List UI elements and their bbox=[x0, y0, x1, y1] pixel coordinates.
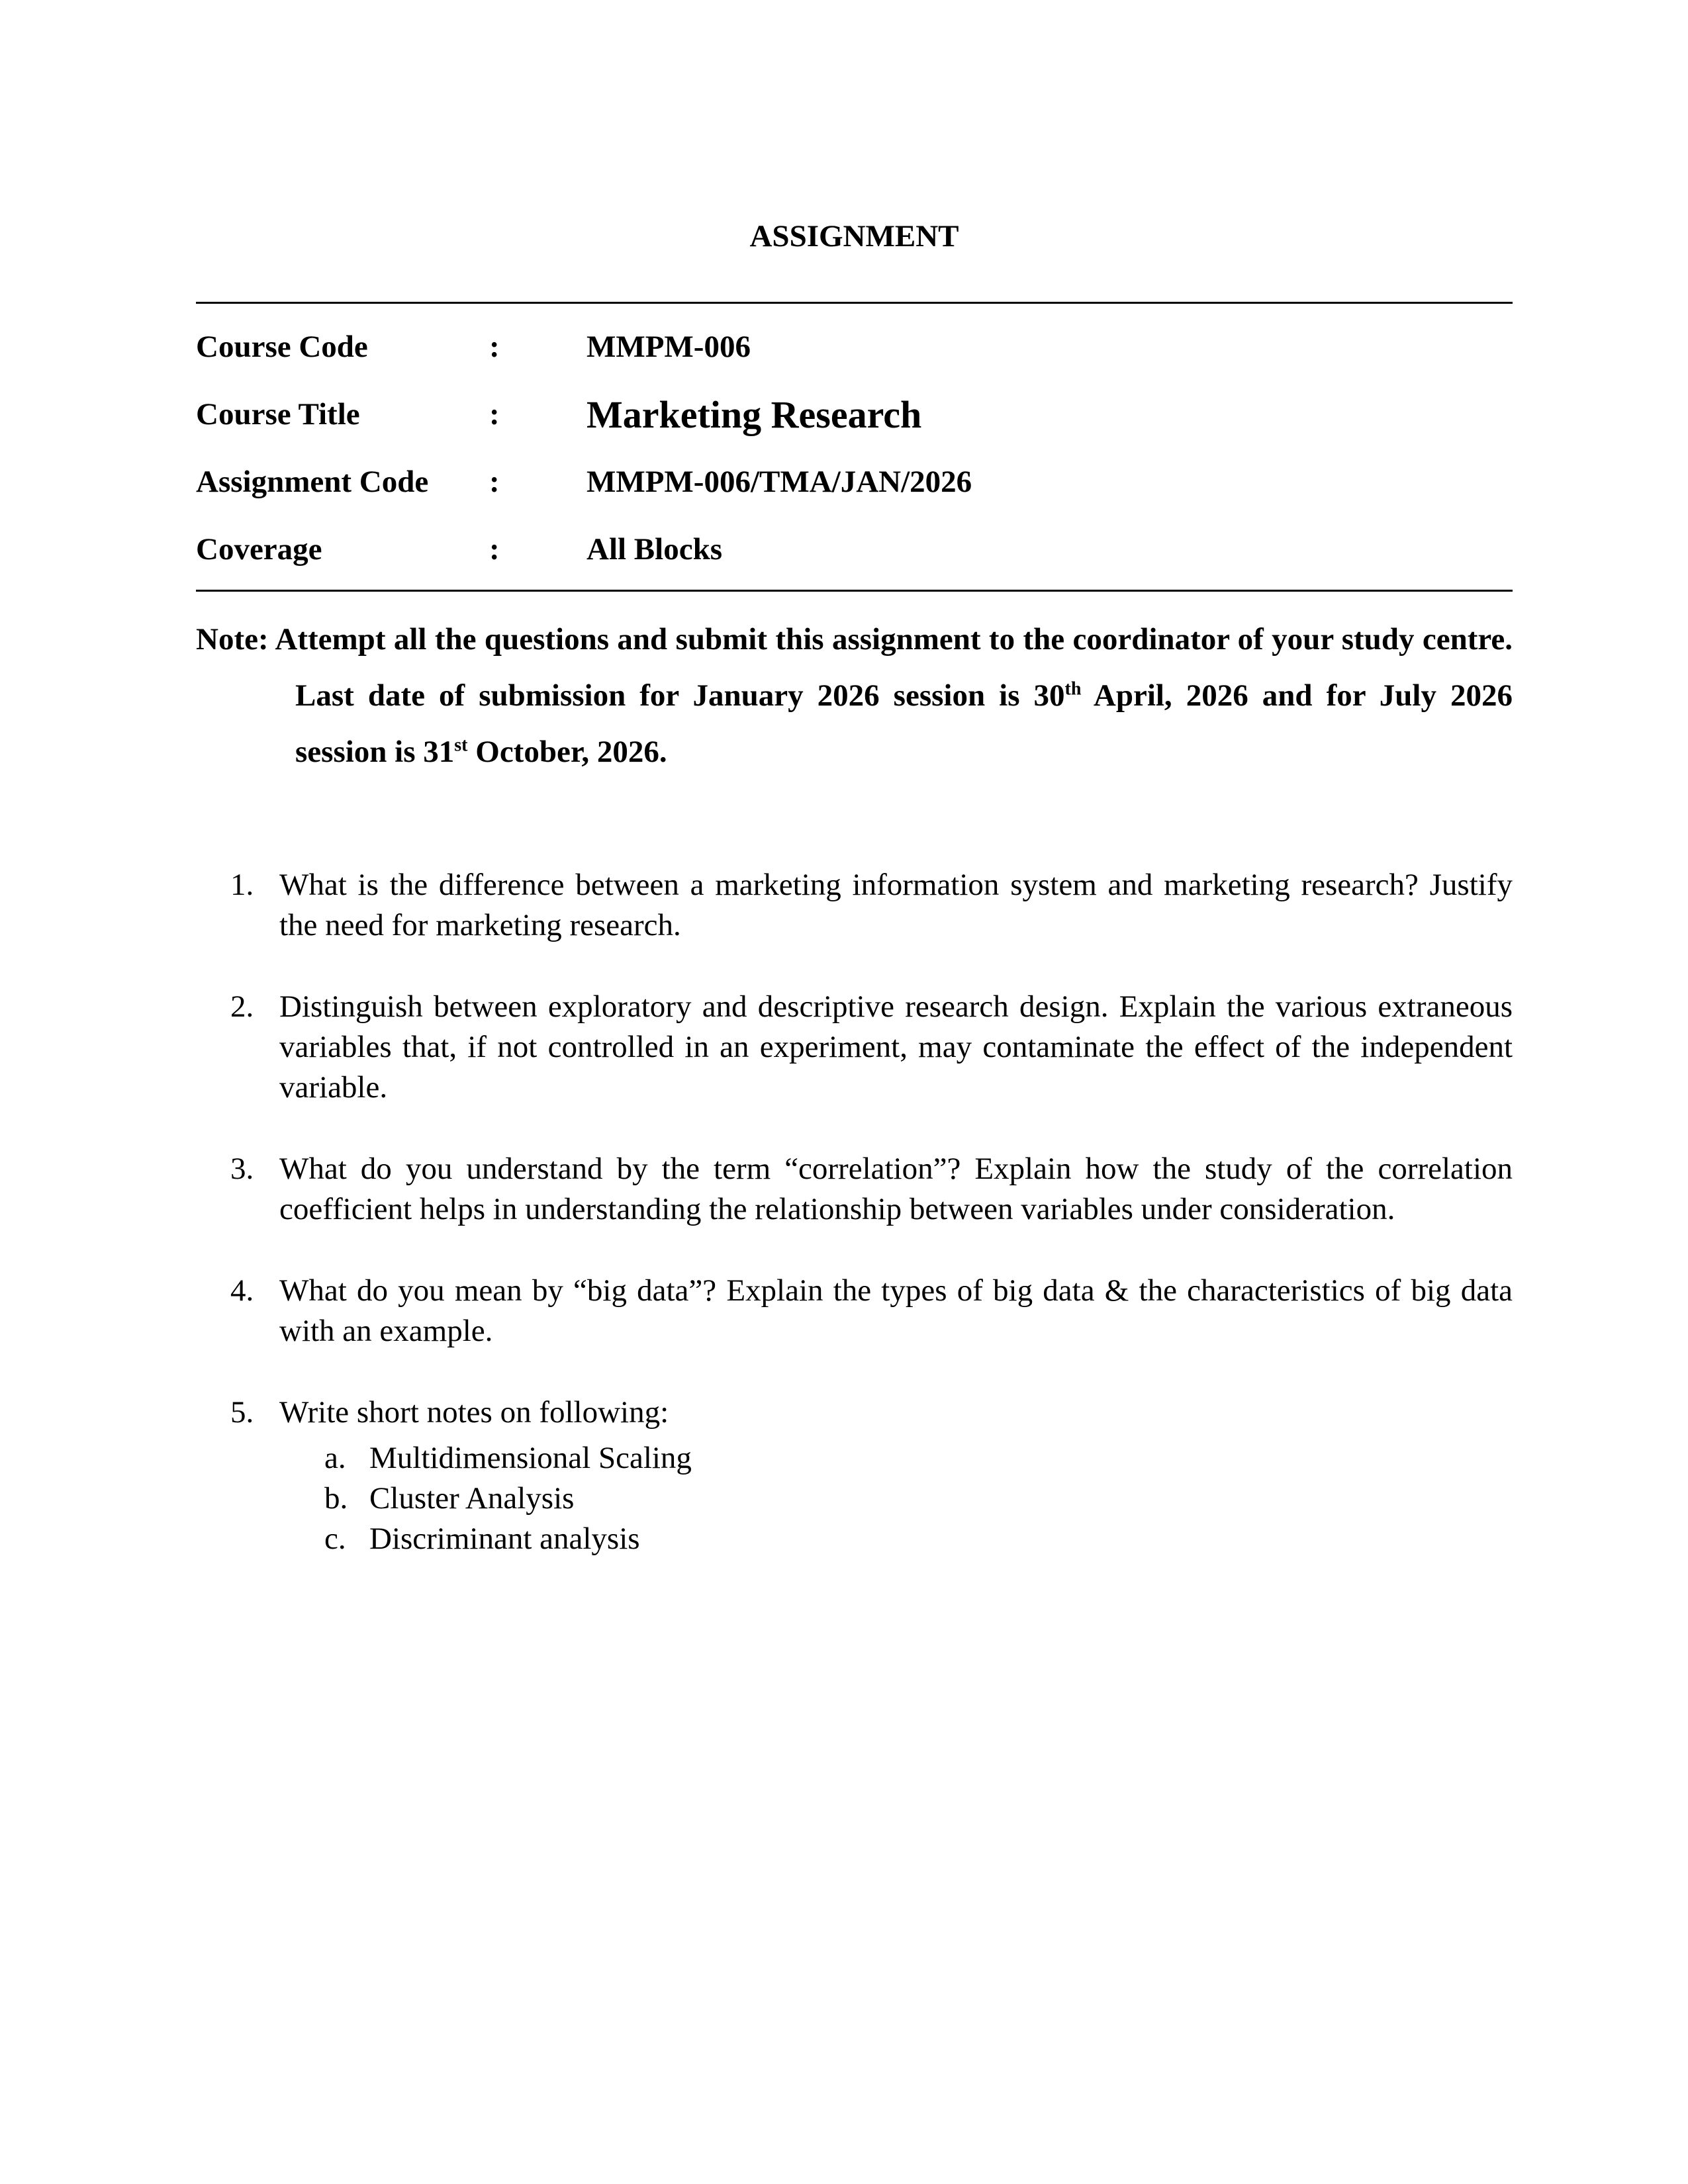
assignment-code-value: MMPM-006/TMA/JAN/2026 bbox=[586, 465, 972, 499]
subitem-c bbox=[324, 1519, 1513, 1559]
header-row-course-code bbox=[196, 313, 1513, 381]
course-title-value: Marketing Research bbox=[586, 392, 922, 436]
question-number: 3. bbox=[230, 1152, 254, 1186]
coverage-label: Coverage bbox=[196, 532, 322, 567]
colon-separator: : bbox=[489, 397, 500, 432]
question-text: What do you understand by the term “correlation”? Explain how the study of the correlation coefficient helps in understanding the relationship between variables under consideration. bbox=[279, 1152, 1513, 1226]
question-5-sublist bbox=[279, 1438, 1513, 1559]
colon-separator: : bbox=[489, 330, 500, 364]
header-row-course-title bbox=[196, 381, 1513, 448]
question-item-4 bbox=[230, 1271, 1513, 1351]
question-text: Write short notes on following: bbox=[279, 1395, 669, 1430]
subitem-b bbox=[324, 1479, 1513, 1519]
subitem-marker: b. bbox=[324, 1481, 348, 1516]
colon-separator: : bbox=[489, 532, 500, 567]
question-text: Distinguish between exploratory and descriptive research design. Explain the various extraneous variables that, if not controlled in an experiment, may contaminate the effect of the independent variable. bbox=[279, 989, 1513, 1105]
question-number: 4. bbox=[230, 1273, 254, 1308]
note-label: Note: bbox=[196, 622, 269, 657]
question-number: 5. bbox=[230, 1395, 254, 1430]
question-item-3 bbox=[230, 1149, 1513, 1230]
note-text-part2: April, 2026 and for July 2026 session is 31 bbox=[295, 678, 1513, 769]
question-item-1 bbox=[230, 865, 1513, 946]
note-superscript-th: th bbox=[1064, 678, 1082, 700]
note-superscript-st: st bbox=[454, 735, 468, 756]
subitem-marker: a. bbox=[324, 1441, 346, 1475]
subitem-marker: c. bbox=[324, 1522, 346, 1556]
course-header-table bbox=[196, 302, 1513, 592]
course-code-value: MMPM-006 bbox=[586, 330, 751, 364]
question-item-2 bbox=[230, 987, 1513, 1108]
subitem-text: Cluster Analysis bbox=[369, 1481, 575, 1516]
question-list bbox=[196, 865, 1513, 1559]
header-row-assignment-code bbox=[196, 448, 1513, 516]
course-title-label: Course Title bbox=[196, 397, 360, 432]
course-code-label: Course Code bbox=[196, 330, 368, 364]
subitem-a bbox=[324, 1438, 1513, 1479]
page-title: ASSIGNMENT bbox=[749, 219, 959, 253]
assignment-code-label: Assignment Code bbox=[196, 465, 429, 499]
header-row-coverage bbox=[196, 516, 1513, 583]
subitem-text: Discriminant analysis bbox=[369, 1522, 640, 1556]
note-text-part1: Attempt all the questions and submit this assignment to the coordinator of your study centre. Last date of submission for January 2026 session is 30 bbox=[275, 622, 1513, 713]
question-number: 1. bbox=[230, 868, 254, 902]
question-text: What is the difference between a marketing information system and marketing research? Justify the need for marketing research. bbox=[279, 868, 1513, 942]
note-paragraph bbox=[196, 612, 1513, 780]
subitem-text: Multidimensional Scaling bbox=[369, 1441, 692, 1475]
colon-separator: : bbox=[489, 465, 500, 499]
question-item-5 bbox=[230, 1392, 1513, 1559]
question-text: What do you mean by “big data”? Explain the types of big data & the characteristics of big data with an example. bbox=[279, 1273, 1513, 1348]
coverage-value: All Blocks bbox=[586, 532, 723, 567]
question-number: 2. bbox=[230, 989, 254, 1024]
note-text-part3: October, 2026. bbox=[467, 735, 667, 769]
